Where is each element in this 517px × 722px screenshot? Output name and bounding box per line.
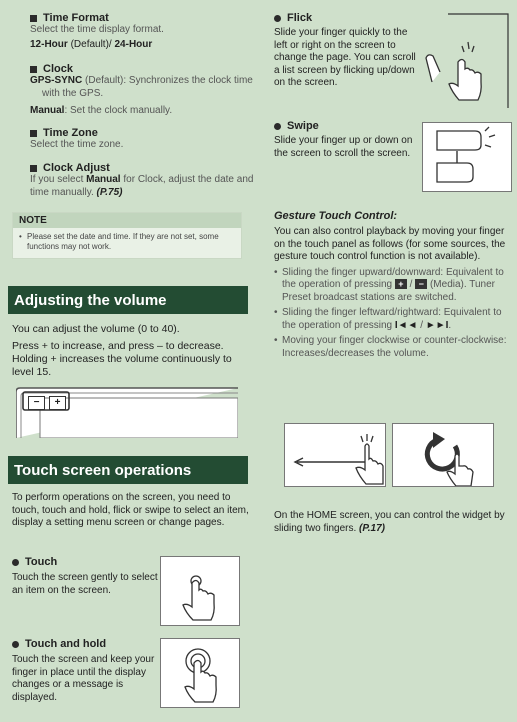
prev-track-icon: I◄◄ <box>394 319 418 331</box>
manual-desc: : Set the clock manually. <box>64 105 173 116</box>
gesture-bullet-2: • Sliding the finger leftward/rightward: Equivalent to the operation of pressing I◄◄ / ►►I. <box>274 307 512 332</box>
volume-line-3: Holding + increases the volume continuously to level 15. <box>12 353 232 378</box>
flick-desc: Slide your finger quickly to the left or right on the screen to change the page. You can scroll a list screen by flicking up/down on the screen. <box>274 27 416 88</box>
gesture-bullet-3: • Moving your finger clockwise or counter-clockwise: Increases/decreases the volume. <box>274 335 512 360</box>
finger-swipe-icon <box>423 123 511 191</box>
gesture-rotate-illustration <box>392 423 494 487</box>
gps-sync-desc: (Default): Synchronizes the clock time with the GPS. <box>42 75 253 99</box>
clock-adjust-title: Clock Adjust <box>43 162 110 174</box>
square-bullet-icon <box>30 130 37 137</box>
round-bullet-icon <box>274 123 281 130</box>
volume-banner: Adjusting the volume <box>8 286 248 314</box>
touch-ops-banner: Touch screen operations <box>8 456 248 484</box>
flick-illustration <box>422 12 510 108</box>
manual-bold: Manual <box>86 174 121 185</box>
square-bullet-icon <box>30 66 37 73</box>
volume-line-1: You can adjust the volume (0 to 40). <box>12 323 180 335</box>
time-zone-section <box>30 127 255 152</box>
square-bullet-icon <box>30 165 37 172</box>
head-unit-illustration <box>16 386 238 438</box>
flick-section <box>274 12 419 90</box>
clock-adjust-section: Clock Adjust If you select Manual for Clock, adjust the date and time manually. (P.75) <box>30 162 254 198</box>
gesture-intro: You can also control playback by moving your finger on the touch panel as follows (for some sources, the gesture touch control function is not available). <box>274 226 506 262</box>
hold-title: Touch and hold <box>25 638 107 650</box>
volume-plus-button[interactable]: + <box>49 396 66 410</box>
finger-hold-icon <box>161 639 239 707</box>
page-ref-link[interactable]: (P.75) <box>96 186 123 198</box>
next-track-icon: ►►I <box>425 319 449 331</box>
hold-illustration <box>160 638 240 708</box>
round-bullet-icon <box>12 641 19 648</box>
option-24h: 24-Hour <box>114 38 153 50</box>
note-box <box>12 212 242 259</box>
finger-tap-icon <box>161 557 239 625</box>
home-note-text: On the HOME screen, you can control the widget by sliding two fingers. <box>274 510 505 534</box>
time-zone-desc: Select the time zone. <box>30 139 124 150</box>
square-bullet-icon <box>30 15 37 22</box>
flick-title: Flick <box>287 12 313 24</box>
head-unit-drawing <box>16 386 238 438</box>
finger-slide-icon <box>285 424 385 486</box>
option-default: (Default)/ <box>67 38 115 50</box>
option-12h: 12-Hour <box>30 38 68 50</box>
touch-title: Touch <box>25 556 58 568</box>
volume-line-2: Press + to increase, and press – to decrease. <box>12 340 224 352</box>
clock-title: Clock <box>43 63 73 75</box>
gesture-section <box>274 210 512 360</box>
volume-minus-button[interactable]: − <box>28 396 45 410</box>
note-title: NOTE <box>13 213 241 228</box>
touch-ops-intro: To perform operations on the screen, you need to touch, touch and hold, flick or swipe to select an item, display a setting menu screen or change pages. <box>12 492 249 528</box>
home-page-ref-link[interactable]: (P.17) <box>359 522 385 534</box>
hold-desc: Touch the screen and keep your finger in place until the display changes or a message is displayed. <box>12 654 155 703</box>
swipe-title: Swipe <box>287 120 319 132</box>
swipe-desc: Slide your finger up or down on the screen to scroll the screen. <box>274 135 413 159</box>
finger-flick-icon <box>422 12 510 108</box>
time-format-desc: Select the time display format. <box>30 24 164 35</box>
time-format-section <box>30 12 255 51</box>
swipe-section <box>274 120 419 160</box>
round-bullet-icon <box>12 559 19 566</box>
gesture-slide-illustration <box>284 423 386 487</box>
hold-section <box>12 638 162 704</box>
clock-section <box>30 63 255 118</box>
round-bullet-icon <box>274 15 281 22</box>
touch-illustration <box>160 556 240 626</box>
touch-desc: Touch the screen gently to select an item on the screen. <box>12 572 158 596</box>
swipe-illustration <box>422 122 512 192</box>
gesture-title: Gesture Touch Control: <box>274 210 398 222</box>
minus-key-icon: − <box>415 279 427 289</box>
home-note <box>274 510 512 535</box>
volume-section <box>12 323 256 379</box>
gps-sync-label: GPS-SYNC <box>30 75 83 86</box>
touch-section <box>12 556 162 597</box>
rotate-icon <box>393 424 493 486</box>
time-format-title: Time Format <box>43 12 109 24</box>
note-item: • Please set the date and time. If they are not set, some functions may not work. <box>19 228 241 258</box>
gesture-bullet-1: • Sliding the finger upward/downward: Equivalent to the operation of pressing + / − (Media). Tuner Preset broadcast stations are switched. <box>274 267 512 305</box>
time-zone-title: Time Zone <box>43 127 98 139</box>
plus-key-icon: + <box>395 279 407 289</box>
manual-label: Manual <box>30 105 65 116</box>
